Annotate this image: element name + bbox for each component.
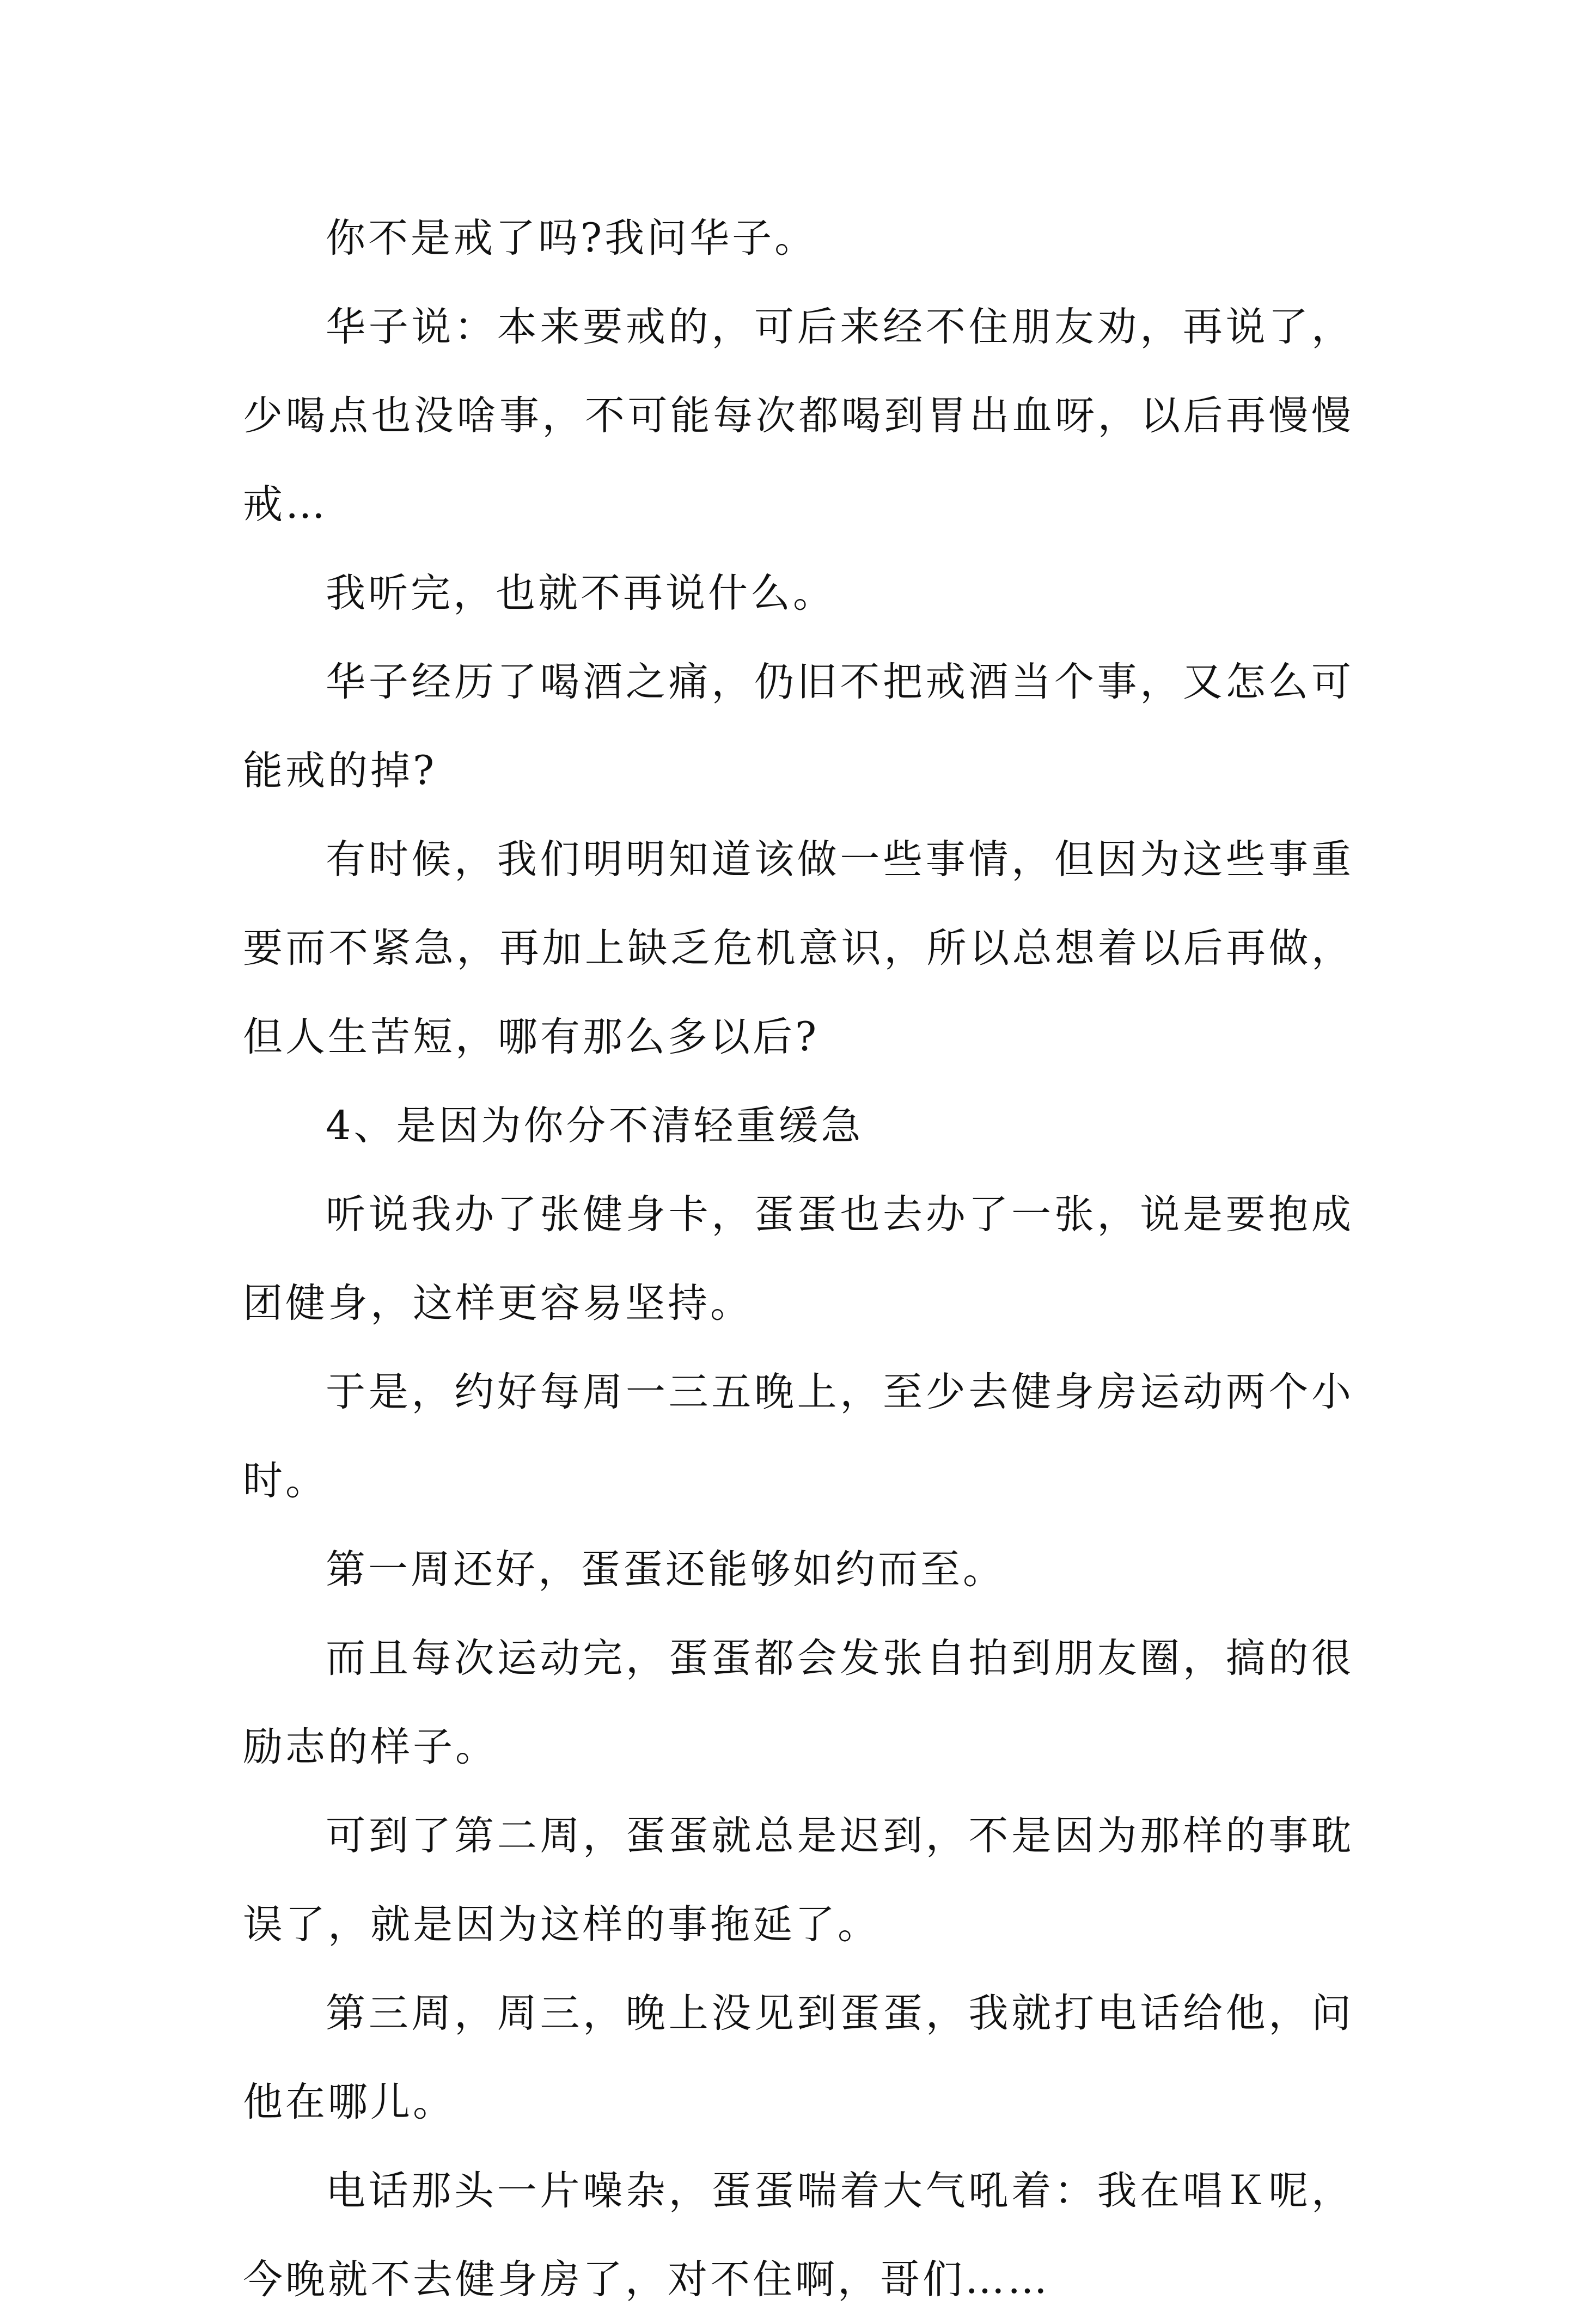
paragraph-10: 而且每次运动完，蛋蛋都会发张自拍到朋友圈，搞的很励志的样子。	[243, 1635, 1354, 1770]
paragraph-4: 华子经历了喝酒之痛，仍旧不把戒酒当个事，又怎么可能戒的掉?	[243, 659, 1354, 794]
paragraph-1: 你不是戒了吗?我问华子。	[326, 215, 817, 261]
paragraph-7: 听说我办了张健身卡，蛋蛋也去办了一张，说是要抱成团健身，这样更容易坚持。	[243, 1191, 1354, 1326]
paragraph-5: 有时候，我们明明知道该做一些事情，但因为这些事重要而不紧急，再加上缺乏危机意识，所以总想着以后再做，但人生苦短，哪有那么多以后?	[243, 836, 1354, 1060]
paragraph-13: 电话那头一片噪杂，蛋蛋喘着大气吼着：我在唱Ｋ呢，今晚就不去健身房了，对不住啊，哥们……	[243, 2168, 1354, 2303]
paragraph-12: 第三周，周三，晚上没见到蛋蛋，我就打电话给他，问他在哪儿。	[243, 1990, 1354, 2125]
paragraph-2: 华子说：本来要戒的，可后来经不住朋友劝，再说了，少喝点也没啥事，不可能每次都喝到胃出血呀，以后再慢慢戒…	[243, 304, 1354, 528]
document-body	[243, 194, 1354, 2324]
paragraph-9: 第一周还好，蛋蛋还能够如约而至。	[326, 1546, 1005, 1593]
paragraph-11: 可到了第二周，蛋蛋就总是迟到，不是因为那样的事耽误了，就是因为这样的事拖延了。	[243, 1813, 1354, 1948]
section-heading: 4、是因为你分不清轻重缓急	[326, 1103, 864, 1149]
paragraph-8: 于是，约好每周一三五晚上，至少去健身房运动两个小时。	[243, 1369, 1354, 1504]
paragraph-3: 我听完，也就不再说什么。	[326, 570, 835, 616]
